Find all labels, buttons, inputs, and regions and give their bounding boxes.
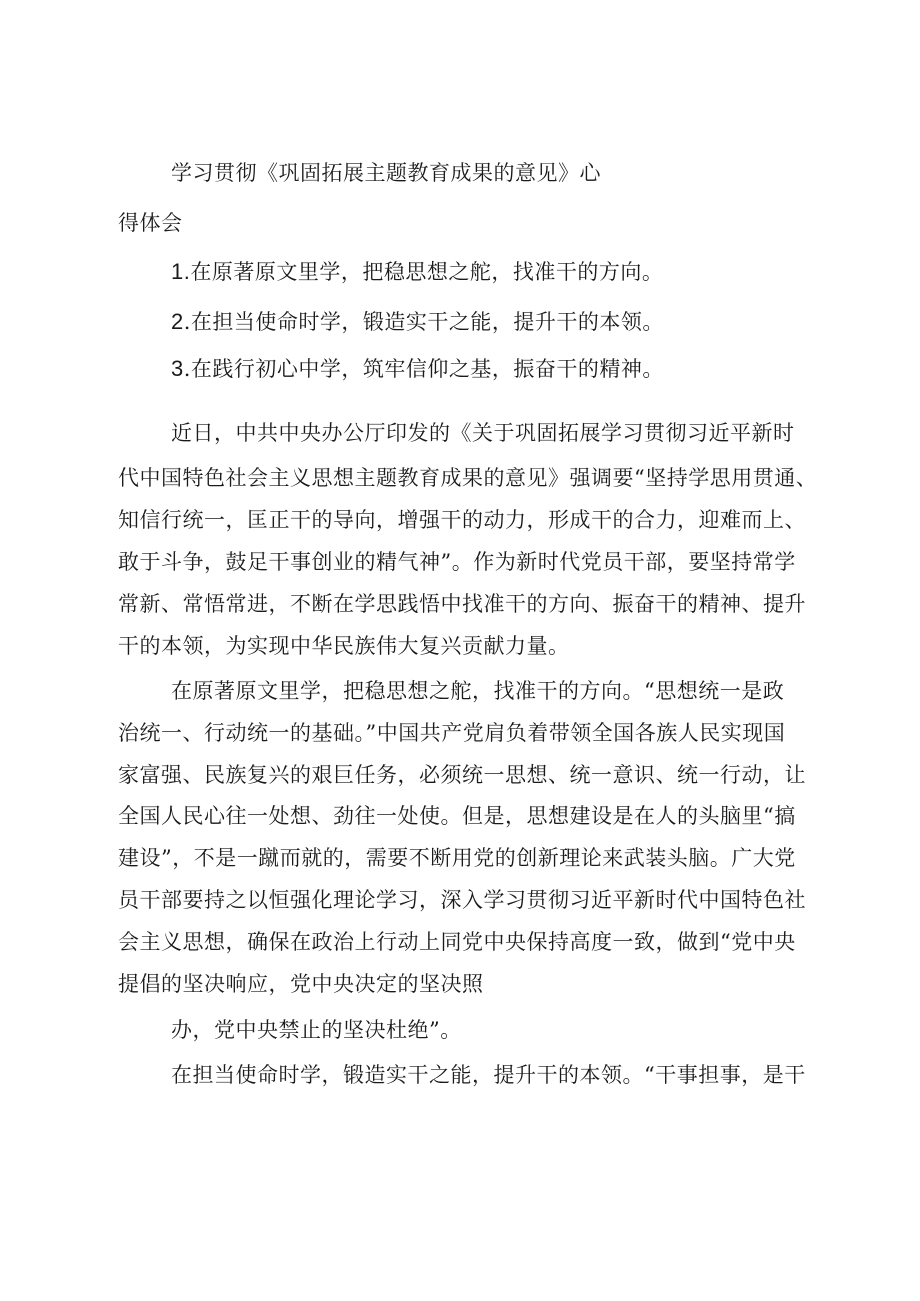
body-line: 会主义思想，确保在政治上行动上同党中央保持高度一致，做到“党中央 [118, 930, 796, 954]
outline-text: .在担当使命时学，锻造实干之能，提升干的本领。 [183, 310, 664, 334]
body-line: 在原著原文里学，把稳思想之舵，找准干的方向。“思想统一是政 [171, 679, 785, 703]
body-line: 提倡的坚决响应，党中央决定的坚决照 [118, 972, 484, 996]
outline-number: 3 [171, 356, 184, 381]
body-line: 建设”，不是一蹴而就的，需要不断用党的创新理论来武装头脑。广大党 [118, 846, 796, 870]
outline-number: 2 [171, 309, 184, 334]
body-line: 敢于斗争，鼓足干事创业的精气神”。作为新时代党员干部，要坚持常学 [118, 550, 796, 574]
outline-number: 1. [171, 259, 191, 284]
body-line: 常新、常悟常进，不断在学思践悟中找准干的方向、振奋干的精神、提升 [118, 592, 806, 616]
outline-text: 在原著原文里学，把稳思想之舵，找准干的方向。 [190, 260, 664, 284]
outline-item-2 [171, 307, 664, 337]
title-line-1: 学习贯彻《巩固拓展主题教育成果的意见》心 [171, 161, 601, 185]
body-line: 员干部要持之以恒强化理论学习，深入学习贯彻习近平新时代中国特色社 [118, 888, 806, 912]
outline-text: .在践行初心中学，筑牢信仰之基，振奋干的精神。 [183, 357, 664, 381]
outline-item-1 [171, 257, 663, 287]
body-line: 治统一、行动统一的基础。”中国共产党肩负着带领全国各族人民实现国 [118, 721, 786, 745]
body-line: 家富强、民族复兴的艰巨任务，必须统一思想、统一意识、统一行动，让 [118, 763, 806, 787]
body-line: 干的本领，为实现中华民族伟大复兴贡献力量。 [118, 634, 570, 658]
outline-item-3 [171, 354, 664, 384]
body-line: 知信行统一，匡正干的导向，增强干的动力，形成干的合力，迎难而上、 [118, 508, 806, 532]
body-line: 办，党中央禁止的坚决杜绝”。 [171, 1018, 462, 1042]
body-line: 代中国特色社会主义思想主题教育成果的意见》强调要“坚持学思用贯通、 [118, 466, 818, 490]
body-line: 在担当使命时学，锻造实干之能，提升干的本领。“干事担事，是干 [171, 1063, 806, 1087]
body-line: 全国人民心往一处想、劲往一处使。但是，思想建设是在人的头脑里“搞 [118, 804, 796, 828]
title-line-2: 得体会 [118, 211, 183, 235]
body-line: 近日，中共中央办公厅印发的《关于巩固拓展学习贯彻习近平新时 [171, 421, 795, 445]
